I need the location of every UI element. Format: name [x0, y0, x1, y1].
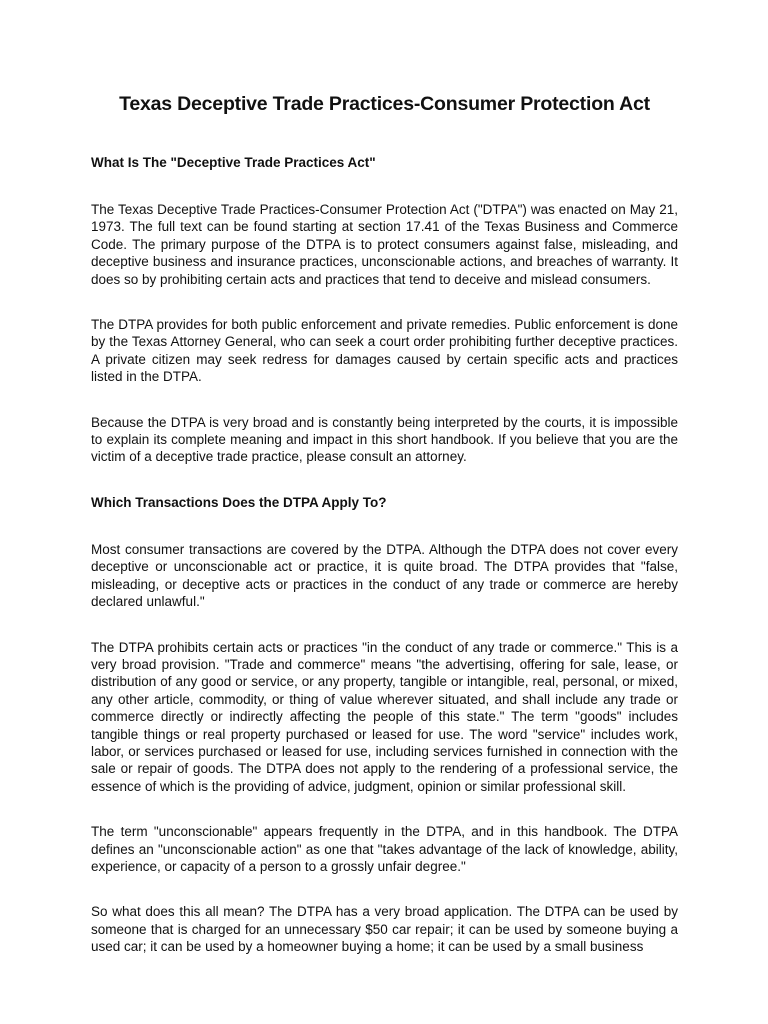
section-which-transactions: [91, 494, 678, 956]
paragraph: Because the DTPA is very broad and is constantly being interpreted by the courts, it is impossible to explain its complete meaning and impact in this short handbook. If you believe that you are the victim of a deceptive trade practice, please consult an attorney.: [91, 414, 678, 465]
paragraph: So what does this all mean? The DTPA has a very broad application. The DTPA can be used by someone that is charged for an unnecessary $50 car repair; it can be used by someone buying a used car; it can be used by a homeowner buying a home; it can be used by a small business: [91, 904, 678, 955]
paragraph: Most consumer transactions are covered by the DTPA. Although the DTPA does not cover every deceptive or unconscionable act or practice, it is quite broad. The DTPA provides that "false, misleading, or deceptive acts or practices in the conduct of any trade or commerce are hereby declared unlawful.": [91, 541, 678, 610]
paragraph: The DTPA prohibits certain acts or practices "in the conduct of any trade or commerce." This is a very broad provision. "Trade and commerce" means "the advertising, offering for sale, lease, or distribution of any good or service, or any property, tangible or intangible, real, personal, or mixed, any other article, commodity, or thing of value wherever situated, and shall include any trade or commerce directly or indirectly affecting the people of this state." The term "goods" includes tangible things or real property purchased or leased for use. The word "service" includes work, labor, or services purchased or leased for use, including services furnished in connection with the sale or repair of goods. The DTPA does not apply to the rendering of a professional service, the essence of which is the providing of advice, judgment, opinion or similar professional skill.: [91, 639, 678, 794]
document-title: Texas Deceptive Trade Practices-Consumer Protection Act: [119, 93, 650, 115]
section-what-is-dtpa: [91, 154, 678, 466]
section-heading: What Is The "Deceptive Trade Practices Act": [91, 155, 376, 170]
paragraph: The term "unconscionable" appears frequently in the DTPA, and in this handbook. The DTPA defines an "unconscionable action" as one that "takes advantage of the lack of knowledge, ability, experience, or capacity of a person to a grossly unfair degree.": [91, 824, 678, 874]
paragraph: The Texas Deceptive Trade Practices-Consumer Protection Act ("DTPA") was enacted on May 21, 1973. The full text can be found starting at section 17.41 of the Texas Business and Commerce Code. The primary purpose of the DTPA is to protect consumers against false, misleading, and deceptive business and insurance practices, unconscionable actions, and breaches of warranty. It does so by prohibiting certain acts and practices that tend to deceive and mislead consumers.: [91, 202, 678, 287]
paragraph: The DTPA provides for both public enforcement and private remedies. Public enforcement is done by the Texas Attorney General, who can seek a court order prohibiting further deceptive practices. A private citizen may seek redress for damages caused by certain specific acts and practices listed in the DTPA.: [91, 317, 678, 385]
section-heading: Which Transactions Does the DTPA Apply To?: [91, 494, 387, 510]
